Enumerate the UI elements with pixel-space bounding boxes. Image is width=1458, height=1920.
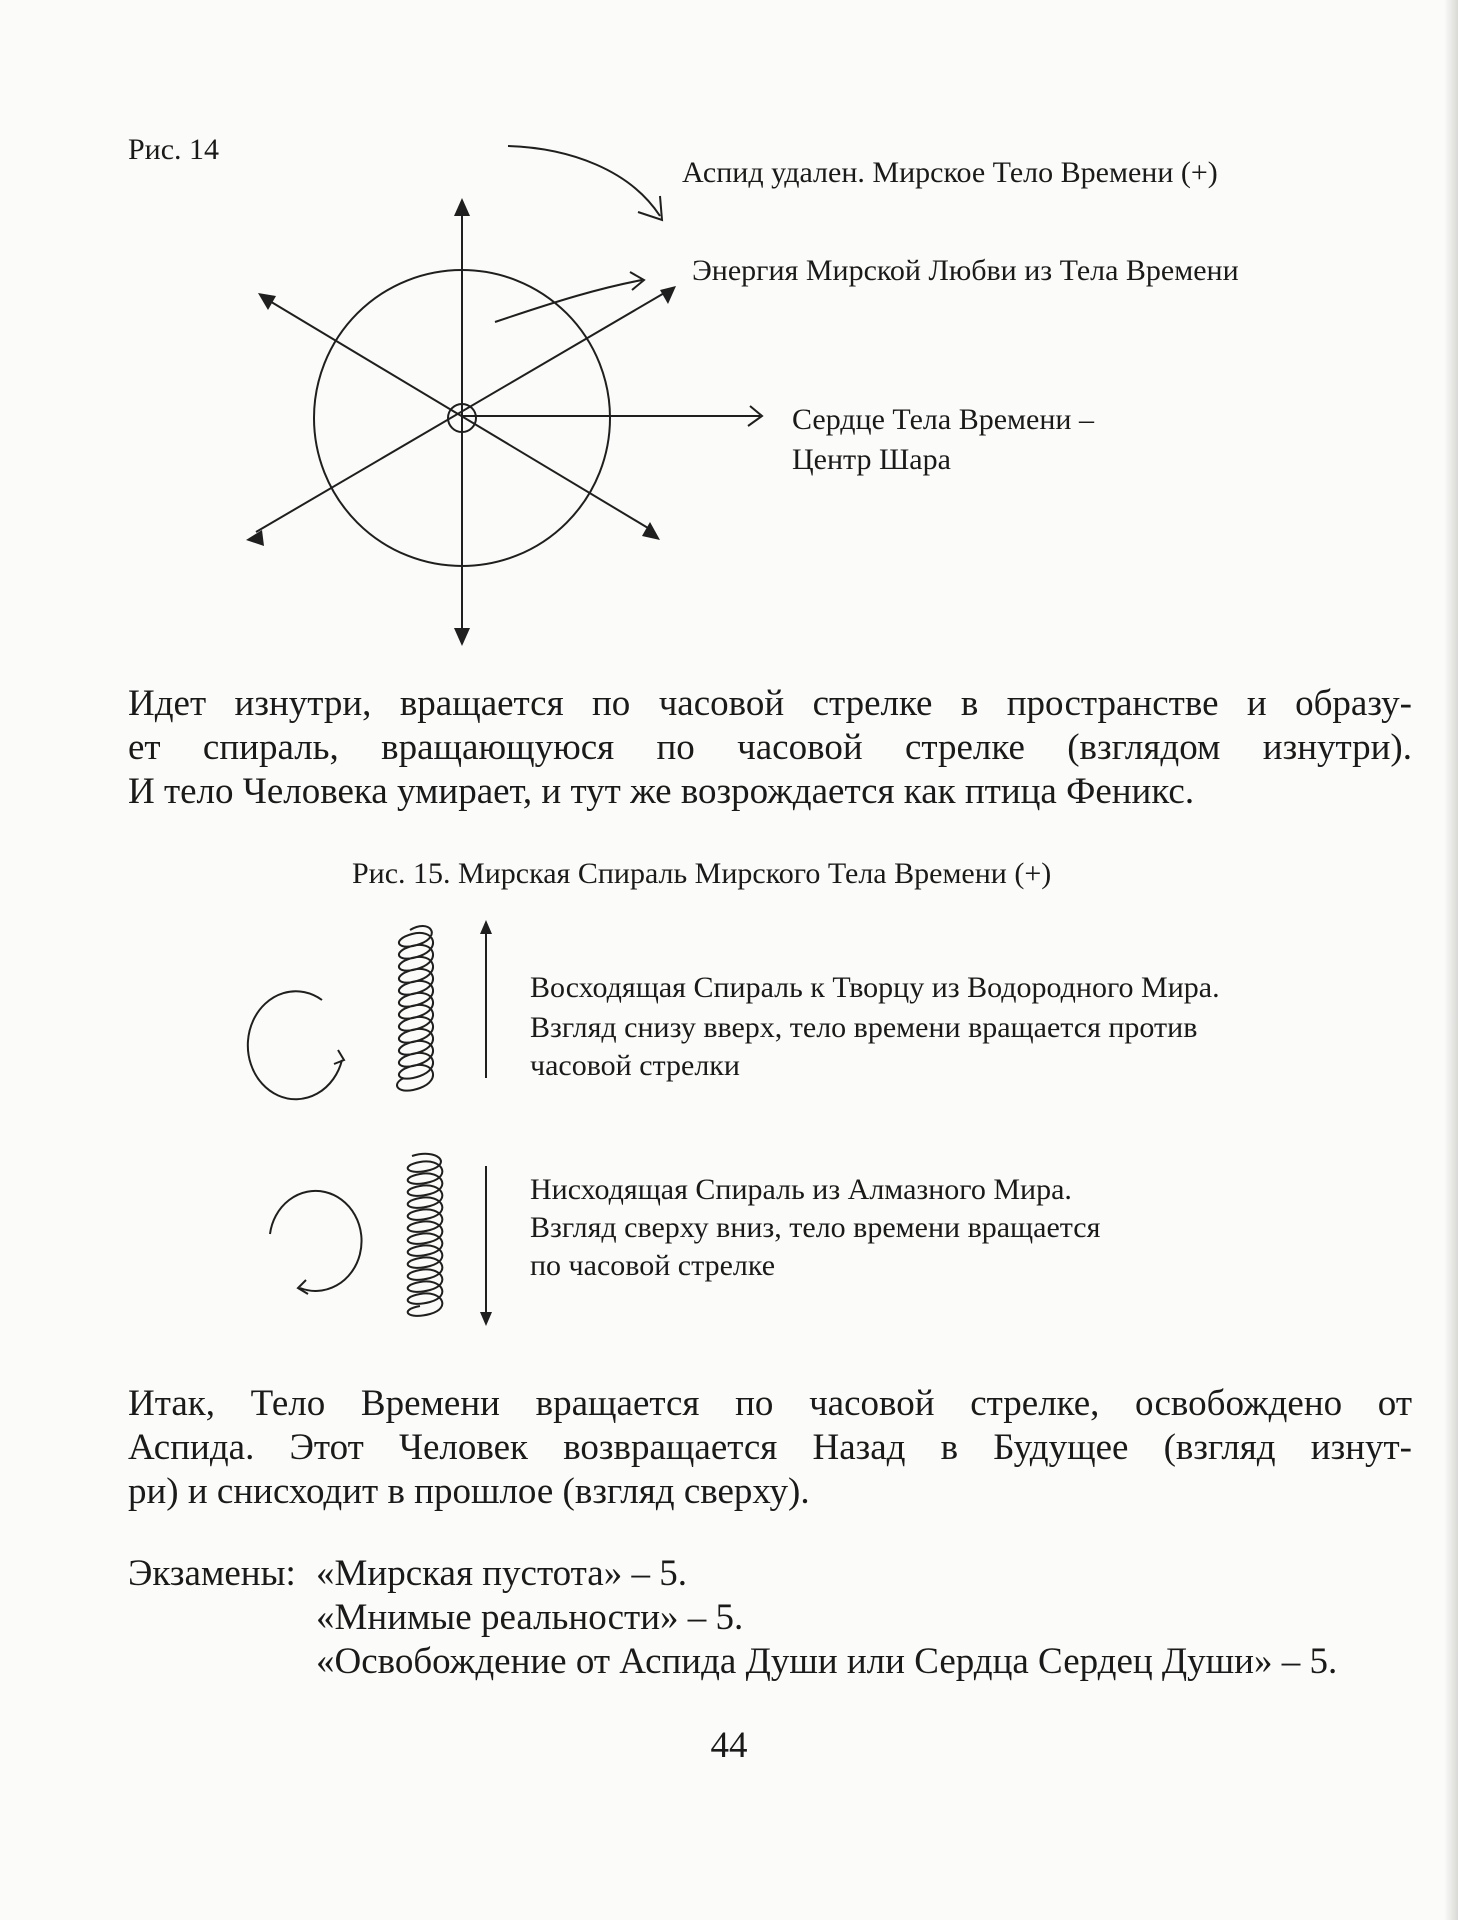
figure-15-caption: Рис. 15. Мирская Спираль Мирского Тела Времени (+) [352, 857, 1052, 890]
counterclockwise-rotation-arc [248, 991, 342, 1099]
exam-item: «Мнимые реальности» – 5. [316, 1597, 744, 1638]
exam-item: «Освобождение от Аспида Души или Сердца Сердец Души» – 5. [316, 1641, 1338, 1682]
descending-label-line-2: Взгляд сверху вниз, тело времени вращается [530, 1211, 1101, 1244]
energy-label: Энергия Мирской Любви из Тела Времени [692, 254, 1239, 287]
figure-14-caption: Рис. 14 [128, 133, 220, 166]
paragraph-1-line-1: Идет изнутри, вращается по часовой стрелке в пространстве и образу- [128, 683, 1412, 724]
paragraph-2-line-1: Итак, Тело Времени вращается по часовой стрелке, освобождено от [128, 1383, 1412, 1424]
ascending-label-line-2: Взгляд снизу вверх, тело времени вращается против [530, 1011, 1198, 1044]
ascending-arrowhead [480, 920, 492, 934]
heart-label-line-1: Сердце Тела Времени – [792, 403, 1094, 436]
paragraph-2-line-2: Аспида. Этот Человек возвращается Назад в Будущее (взгляд изнут- [128, 1427, 1412, 1468]
exams-label: Экзамены: [128, 1553, 296, 1594]
clockwise-arrowhead [298, 1280, 308, 1294]
descending-spiral-coil [408, 1154, 443, 1316]
ascending-label-line-3: часовой стрелки [530, 1049, 740, 1082]
clockwise-rotation-arc [270, 1191, 362, 1291]
paragraph-2-line-3: ри) и снисходит в прошлое (взгляд сверху). [128, 1471, 810, 1512]
descending-arrowhead [480, 1312, 492, 1326]
exam-item: «Мирская пустота» – 5. [316, 1553, 687, 1594]
page-number: 44 [710, 1725, 748, 1766]
paragraph-1-line-3: И тело Человека умирает, и тут же возрождается как птица Феникс. [128, 771, 1195, 812]
ascending-label-line-1: Восходящая Спираль к Творцу из Водородного Мира. [530, 971, 1220, 1004]
ascending-spiral-coil [397, 926, 433, 1091]
descending-label-line-1: Нисходящая Спираль из Алмазного Мира. [530, 1173, 1072, 1206]
descending-label-line-3: по часовой стрелке [530, 1249, 776, 1282]
heart-label-line-2: Центр Шара [792, 443, 951, 476]
paragraph-1-line-2: ет спираль, вращающуюся по часовой стрелке (взглядом изнутри). [128, 727, 1412, 768]
page-edge-shadow [1444, 0, 1458, 1920]
aspid-removed-label: Аспид удален. Мирское Тело Времени (+) [682, 156, 1218, 189]
